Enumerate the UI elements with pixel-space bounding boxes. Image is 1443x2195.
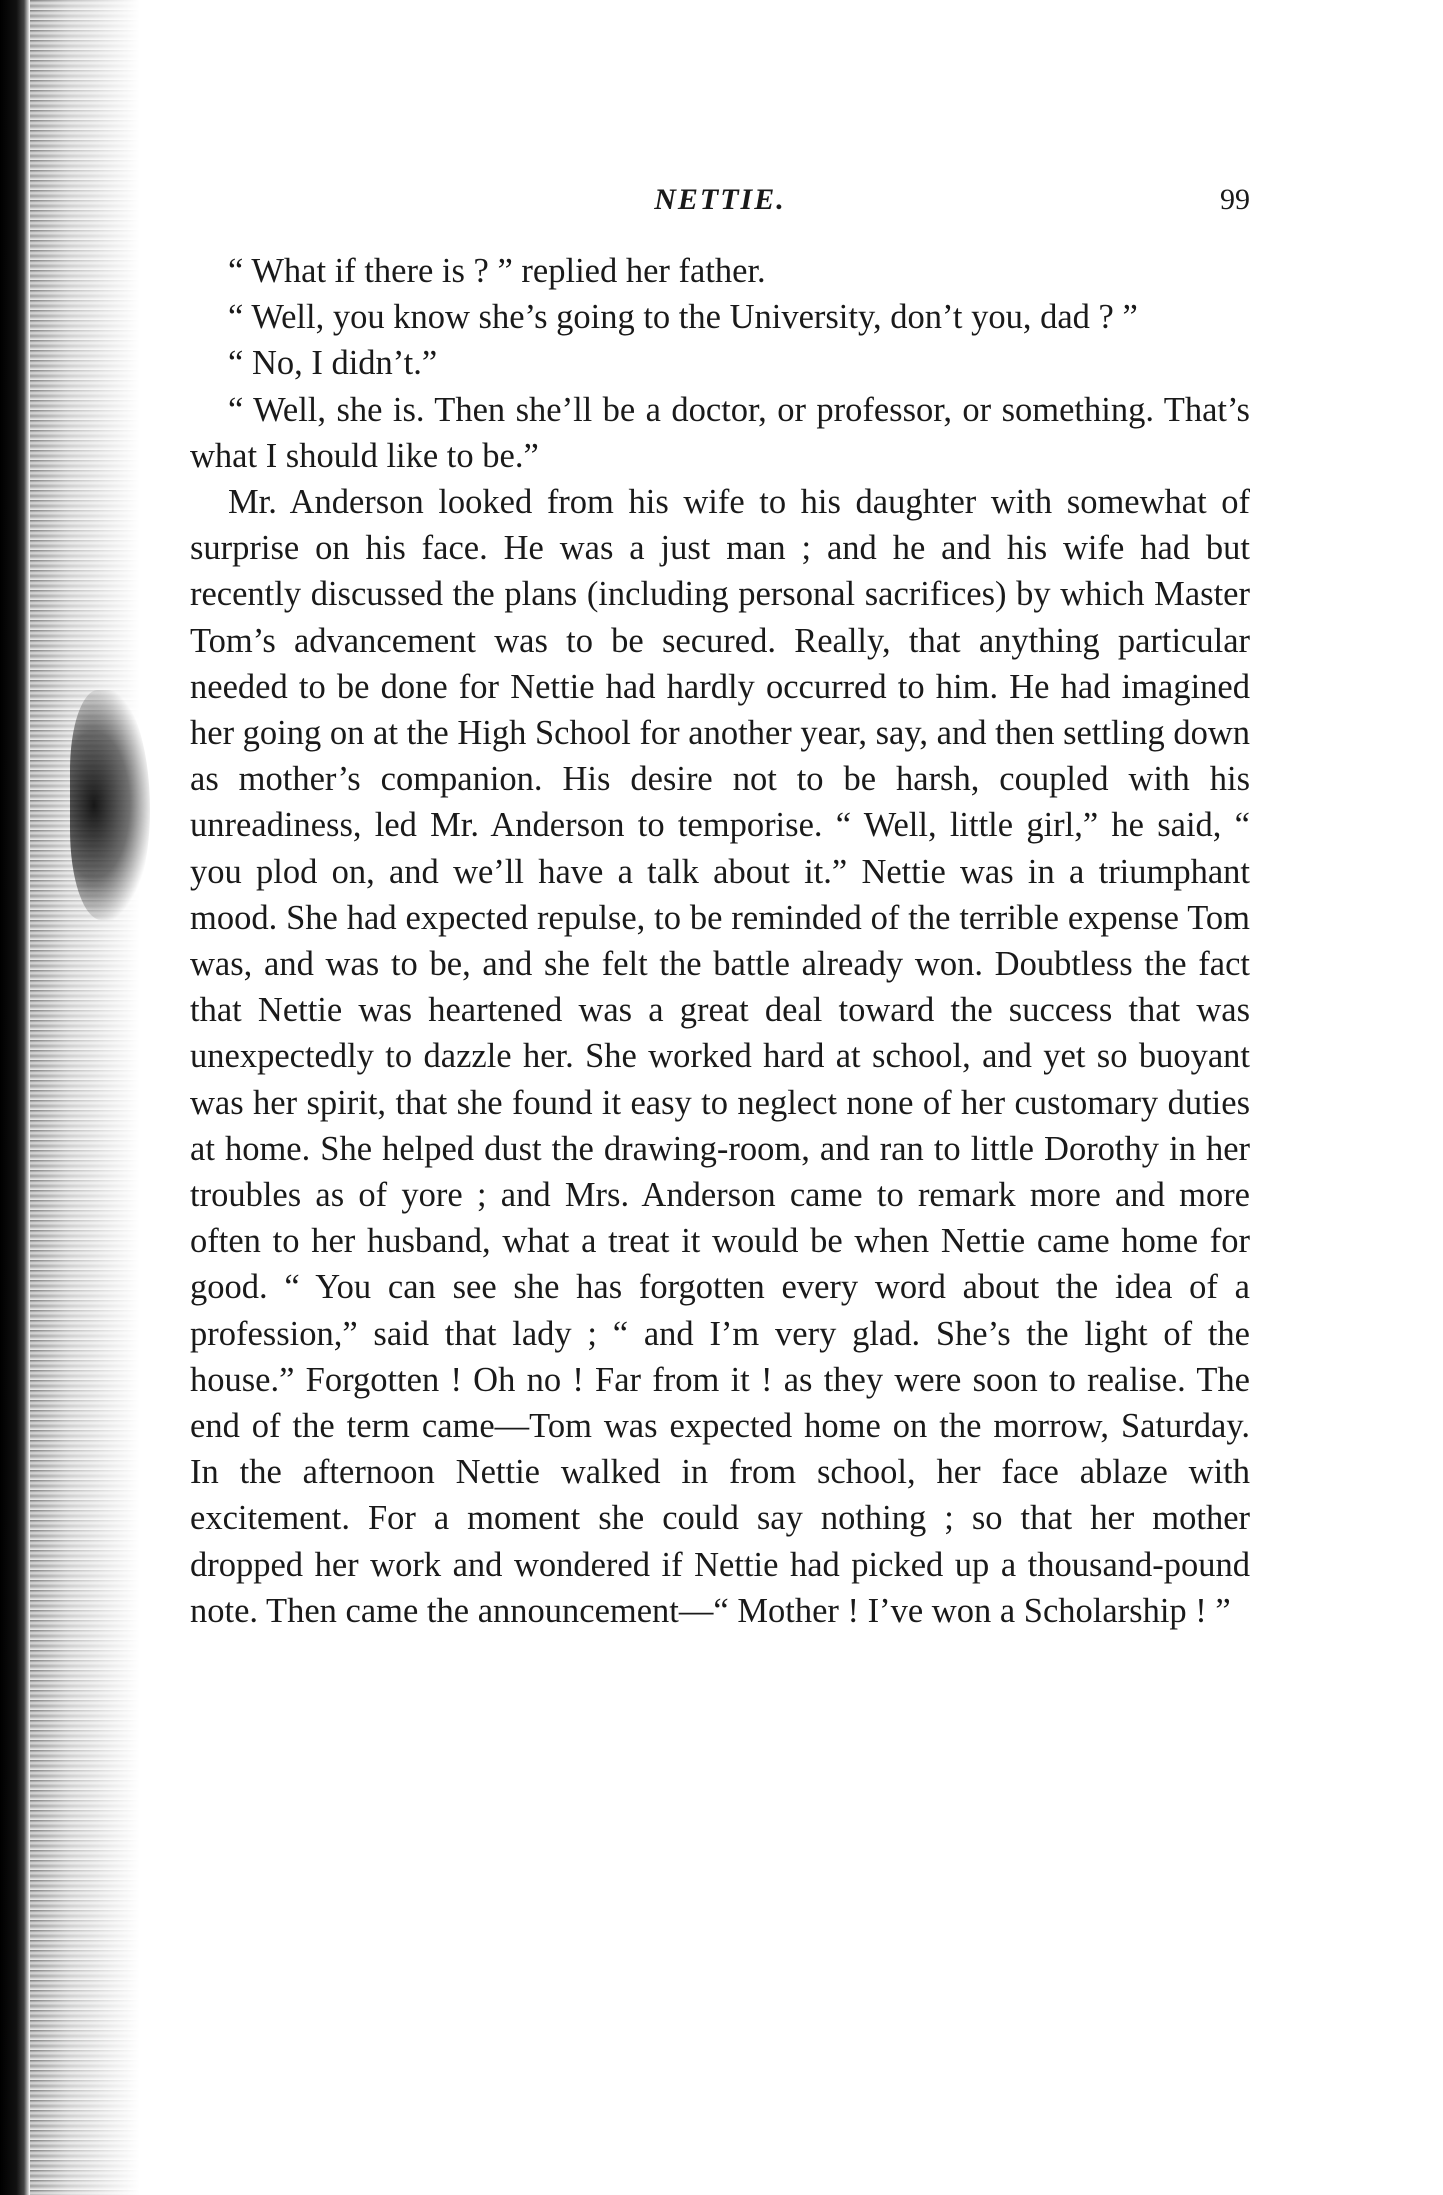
paragraph: “ Well, she is. Then she’ll be a doctor, or professor, or something. That’s what I should like to be.” bbox=[190, 390, 1250, 475]
page-number: 99 bbox=[1220, 183, 1250, 216]
running-title: NETTIE. bbox=[654, 183, 786, 216]
paragraph: “ No, I didn’t.” bbox=[228, 344, 438, 383]
binding-shadow bbox=[30, 0, 140, 2195]
page-body bbox=[190, 248, 1250, 1634]
paragraph: “ Well, you know she’s going to the University, don’t you, dad ? ” bbox=[228, 298, 1138, 337]
paragraph: “ What if there is ? ” replied her father. bbox=[228, 252, 766, 290]
book-binding-edge bbox=[0, 0, 30, 2195]
page-header bbox=[190, 183, 1250, 233]
paragraph: Mr. Anderson looked from his wife to his daughter with somewhat of surprise on his face. He was a just man ; and he and his wife had but recently discussed the plans (including personal sacrifices) by which Master Tom’s advancement was to be secured. Really, that anything particular needed to be done for Nettie had hardly occurred to him. He had imagined her going on at the High School for another year, say, and then settling down as mother’s companion. His desire not to be harsh, coupled with his unreadiness, led Mr. Anderson to temporise. “ Well, little girl,” he said, “ you plod on, and we’ll have a talk about it.” Nettie was in a triumphant mood. She had expected repulse, to be reminded of the terrible expense Tom was, and was to be, and she felt the battle already won. Doubtless the fact that Nettie was heartened was a great deal toward the success that was unexpectedly to dazzle her. She worked hard at school, and yet so buoyant was her spirit, that she found it easy to neglect none of her customary duties at home. She helped dust the drawing-room, and ran to little Dorothy in her troubles as of yore ; and Mrs. Anderson came to remark more and more often to her husband, what a treat it would be when Nettie came home for good. “ You can see she has forgotten every word about the idea of a profession,” said that lady ; “ and I’m very glad. She’s the light of the house.” Forgotten ! Oh no ! Far from it ! as they were soon to realise. The end of the term came—Tom was expected home on the morrow, Saturday. In the afternoon Nettie walked in from school, her face ablaze with excitement. For a moment she could say nothing ; so that her mother dropped her work and wondered if Nettie had picked up a thousand-pound note. Then came the announcement—“ Mother ! I’ve won a Scholarship ! ” bbox=[190, 483, 1250, 1630]
